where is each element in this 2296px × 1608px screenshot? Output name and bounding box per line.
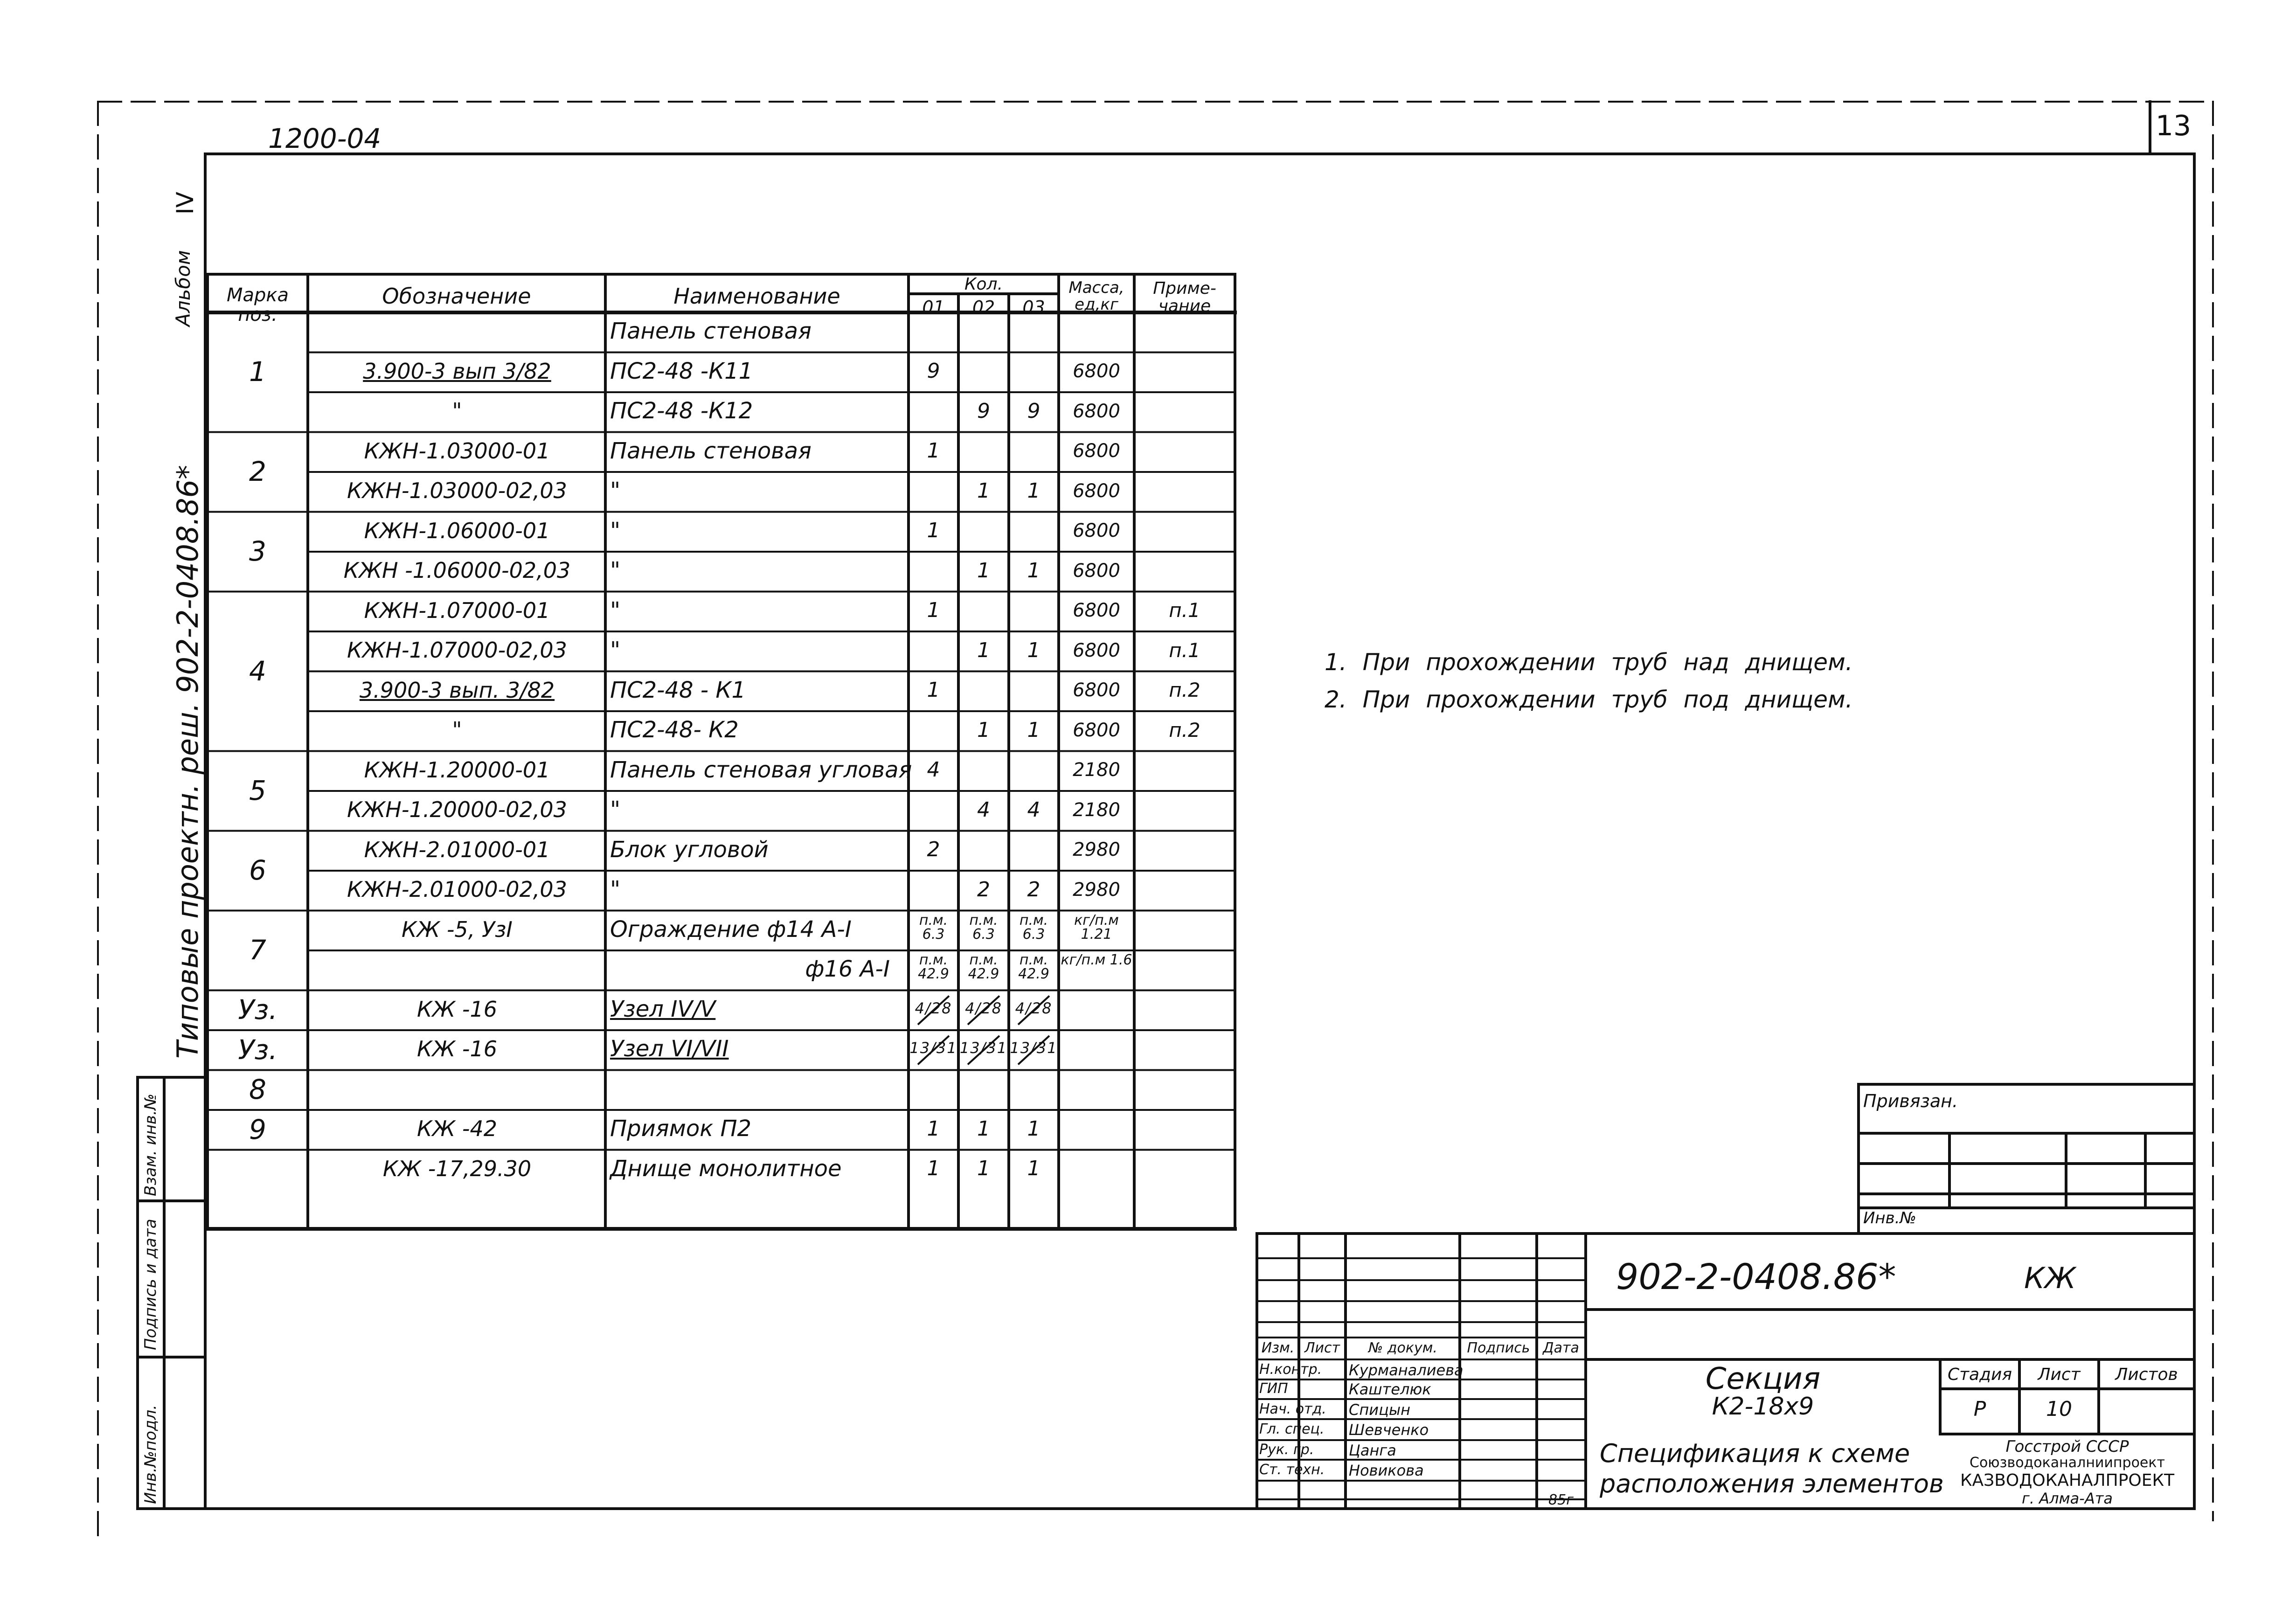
des-cell: КЖН-2.01000-01 — [364, 837, 550, 862]
album-label: Альбом — [172, 250, 194, 326]
name-cell: Блок угловой — [610, 836, 769, 863]
signature-date-label: Подпись и дата — [141, 1219, 160, 1350]
header-q2: 02 — [972, 297, 995, 318]
des-cell: КЖН-1.20000-01 — [364, 757, 550, 783]
des-cell: КЖН-1.06000-01 — [364, 518, 550, 543]
name-cell: ПС2-48- К2 — [610, 717, 739, 743]
des-cell: КЖ -42 — [417, 1116, 497, 1142]
stage-value: Р — [1973, 1397, 1986, 1421]
q3-cell: 1 — [1027, 558, 1040, 582]
q3-cell: 9 — [1027, 399, 1040, 423]
header-qty: Кол. — [964, 275, 1003, 294]
q2-cell: 1 — [977, 1116, 990, 1141]
note-cell: п.1 — [1169, 638, 1200, 662]
q2-cell: п.м. 42.9 — [968, 952, 999, 982]
sheet-number: 13 — [2155, 110, 2192, 142]
mark-cell: 5 — [249, 775, 266, 806]
note-cell: п.2 — [1169, 679, 1200, 702]
rev-header-sheet: Лист — [1304, 1340, 1340, 1356]
q2-cell: 1 — [977, 1157, 990, 1181]
name-cell: Панель стеновая — [610, 318, 812, 345]
des-cell: КЖ -16 — [417, 1036, 497, 1062]
mark-cell: 6 — [249, 854, 266, 886]
signatory-role: Ст. техн. — [1259, 1462, 1325, 1478]
org-line-2: Союзводоканалниипроект — [1970, 1455, 2165, 1471]
signatory-role: Гл. спец. — [1259, 1421, 1325, 1437]
q1-cell: 1 — [927, 678, 940, 702]
doc-title-line2: расположения элементов — [1600, 1469, 1944, 1498]
mark-cell: 8 — [249, 1074, 266, 1106]
mass-cell: кг/п.м 1.6 — [1061, 952, 1132, 968]
signatory-name: Курманалиева — [1349, 1361, 1464, 1379]
q1-cell: 1 — [927, 519, 940, 543]
signatory-name: Новикова — [1349, 1462, 1424, 1479]
replaced-inv-label: Взам. инв.№ — [141, 1093, 160, 1196]
series-stamp: Типовые проектн. реш. 902-2-0408.86* — [171, 464, 205, 1059]
name-cell: " — [610, 597, 621, 624]
signatory-role: Н.контр. — [1259, 1361, 1322, 1378]
des-cell: КЖ -5, УзI — [402, 916, 513, 942]
q3-cell: 2 — [1027, 877, 1040, 901]
mass-cell: 6800 — [1073, 400, 1120, 422]
name-cell: ф16 А-I — [805, 956, 890, 983]
name-cell: " — [610, 478, 621, 504]
mass-cell: 6800 — [1073, 360, 1120, 382]
name-cell: ПС2-48 -К12 — [610, 398, 753, 424]
des-cell: " — [452, 398, 462, 424]
album-number: IV — [172, 192, 199, 215]
mass-cell: 2180 — [1073, 799, 1120, 821]
mass-cell: 6800 — [1073, 600, 1120, 622]
binding-inv: Инв.№ — [1863, 1209, 1916, 1227]
des-cell: 3.900-3 вып. 3/82 — [359, 677, 555, 703]
des-cell: КЖН-1.07000-01 — [364, 597, 550, 623]
name-cell: ПС2-48 -К11 — [610, 358, 753, 384]
name-cell: Узел IV/V — [610, 996, 716, 1022]
header-note: Приме- чание — [1153, 279, 1216, 316]
name-cell: Панель стеновая — [610, 437, 812, 464]
name-cell: Приямок П2 — [610, 1116, 752, 1142]
mass-cell: 6800 — [1073, 480, 1120, 502]
name-cell: Панель стеновая угловая — [610, 756, 912, 783]
mass-cell: 6800 — [1073, 719, 1120, 741]
mass-cell: 6800 — [1073, 639, 1120, 661]
sheets-label: Листов — [2115, 1365, 2178, 1384]
header-mass: Масса, ед,кг — [1068, 278, 1124, 314]
des-cell: КЖ -17,29.30 — [382, 1156, 532, 1181]
section-title: Секция — [1705, 1362, 1821, 1396]
q2-cell: 4/28 — [965, 999, 1002, 1017]
q3-cell: 13/31 — [1010, 1039, 1058, 1057]
q3-cell: п.м. 6.3 — [1019, 912, 1048, 943]
q2-cell: 13/31 — [959, 1039, 1008, 1057]
binding-title: Привязан. — [1863, 1091, 1958, 1111]
note-cell: п.1 — [1169, 599, 1200, 622]
mark-cell: 1 — [249, 356, 266, 388]
q2-cell: 2 — [977, 877, 990, 901]
rev-header-docnum: № докум. — [1368, 1340, 1437, 1356]
org-line-1: Госстрой СССР — [2005, 1437, 2129, 1456]
signatory-name: Шевченко — [1349, 1421, 1429, 1439]
signatory-role: Нач. отд. — [1259, 1401, 1326, 1417]
q1-cell: 1 — [927, 1116, 940, 1141]
name-cell: Ограждение ф14 А-I — [610, 916, 852, 943]
header-name: Наименование — [673, 284, 840, 309]
name-cell: ПС2-48 - К1 — [610, 677, 746, 703]
q3-cell: 1 — [1027, 718, 1040, 742]
mass-cell: 6800 — [1073, 520, 1120, 542]
q1-cell: 4 — [927, 758, 940, 782]
note-1: 1. При прохождении труб над днищем. — [1325, 649, 1853, 676]
des-cell: КЖН-2.01000-02,03 — [347, 877, 567, 902]
q1-cell: п.м. 6.3 — [919, 912, 948, 943]
mark-cell: 9 — [249, 1113, 266, 1145]
des-cell: КЖН-1.03000-02,03 — [347, 478, 567, 504]
mass-cell: 6800 — [1073, 560, 1120, 582]
q1-cell: 1 — [927, 1157, 940, 1181]
header-q1: 01 — [922, 297, 945, 318]
section-sub: К2-18х9 — [1712, 1393, 1814, 1421]
signatory-name: Спицын — [1349, 1401, 1411, 1419]
rev-header-change: Изм. — [1261, 1340, 1295, 1356]
mark-cell: 4 — [249, 655, 266, 687]
name-cell: " — [610, 517, 621, 544]
q2-cell: 1 — [977, 718, 990, 742]
des-cell: 3.900-3 вып 3/82 — [363, 358, 551, 384]
signatory-name: Цанга — [1349, 1442, 1396, 1459]
rev-header-signature: Подпись — [1467, 1340, 1530, 1356]
q2-cell: 1 — [977, 558, 990, 582]
q2-cell: 1 — [977, 478, 990, 503]
mark-cell: Уз. — [238, 994, 277, 1026]
q2-cell: п.м. 6.3 — [969, 912, 998, 943]
album-code: 1200-04 — [268, 123, 382, 154]
mark-cell: 3 — [249, 535, 266, 567]
mass-cell: 6800 — [1073, 679, 1120, 701]
q1-cell: 13/31 — [909, 1039, 957, 1057]
q1-cell: 1 — [927, 439, 940, 463]
mass-cell: 6800 — [1073, 440, 1120, 462]
q1-cell: 4/28 — [915, 999, 952, 1017]
q3-cell: 1 — [1027, 1157, 1040, 1181]
q3-cell: 1 — [1027, 1116, 1040, 1141]
header-mark: Марка поз. — [226, 284, 289, 326]
q3-cell: 1 — [1027, 478, 1040, 503]
doc-title-line1: Спецификация к схеме — [1600, 1439, 1910, 1468]
name-cell: Днище монолитное — [610, 1155, 842, 1182]
name-cell: " — [610, 637, 621, 664]
q1-cell: 2 — [927, 838, 940, 862]
org-line-3: КАЗВОДОКАНАЛПРОЕКТ — [1960, 1471, 2175, 1490]
q2-cell: 9 — [977, 399, 990, 423]
sheet-label: Лист — [2038, 1365, 2081, 1384]
mark-cell: 2 — [249, 456, 266, 487]
doc-mark: КЖ — [2024, 1261, 2076, 1295]
stage-label: Стадия — [1947, 1365, 2012, 1384]
approval-date: 85г — [1548, 1492, 1574, 1508]
signatory-name: Каштелюк — [1349, 1380, 1431, 1398]
q1-cell: п.м. 42.9 — [918, 952, 949, 982]
note-2: 2. При прохождении труб под днищем. — [1325, 686, 1853, 713]
sheet-value: 10 — [2046, 1397, 2072, 1421]
q3-cell: п.м. 42.9 — [1018, 952, 1049, 982]
q2-cell: 4 — [977, 797, 990, 822]
mark-cell: Уз. — [238, 1033, 277, 1066]
name-cell: " — [610, 876, 621, 903]
signatory-role: ГИП — [1259, 1380, 1288, 1397]
org-line-4: г. Алма-Ата — [2022, 1490, 2113, 1507]
name-cell: Узел VI/VII — [610, 1036, 729, 1062]
rev-header-date: Дата — [1543, 1340, 1579, 1356]
des-cell: " — [452, 717, 462, 743]
mass-cell: 2180 — [1073, 759, 1120, 781]
note-cell: п.2 — [1169, 718, 1200, 742]
q1-cell: 9 — [927, 359, 940, 383]
mass-cell: 2980 — [1073, 839, 1120, 861]
header-designation: Обозначение — [382, 284, 531, 309]
name-cell: " — [610, 797, 621, 823]
q3-cell: 1 — [1027, 638, 1040, 662]
q3-cell: 4/28 — [1015, 999, 1053, 1017]
mass-cell: 2980 — [1073, 879, 1120, 901]
name-cell: " — [610, 557, 621, 584]
doc-code: 902-2-0408.86* — [1616, 1256, 1896, 1297]
des-cell: КЖН-1.20000-02,03 — [347, 797, 567, 823]
des-cell: КЖН -1.06000-02,03 — [343, 558, 571, 583]
header-q3: 03 — [1022, 297, 1045, 318]
mass-cell: кг/п.м 1.21 — [1074, 912, 1119, 943]
q2-cell: 1 — [977, 638, 990, 662]
des-cell: КЖ -16 — [417, 996, 497, 1022]
q3-cell: 4 — [1027, 797, 1040, 822]
des-cell: КЖН-1.03000-01 — [364, 438, 550, 464]
original-inv-label: Инв.№подл. — [141, 1405, 160, 1504]
signatory-role: Рук. гр. — [1259, 1442, 1314, 1458]
mark-cell: 7 — [249, 934, 266, 966]
des-cell: КЖН-1.07000-02,03 — [347, 638, 567, 663]
q1-cell: 1 — [927, 598, 940, 623]
